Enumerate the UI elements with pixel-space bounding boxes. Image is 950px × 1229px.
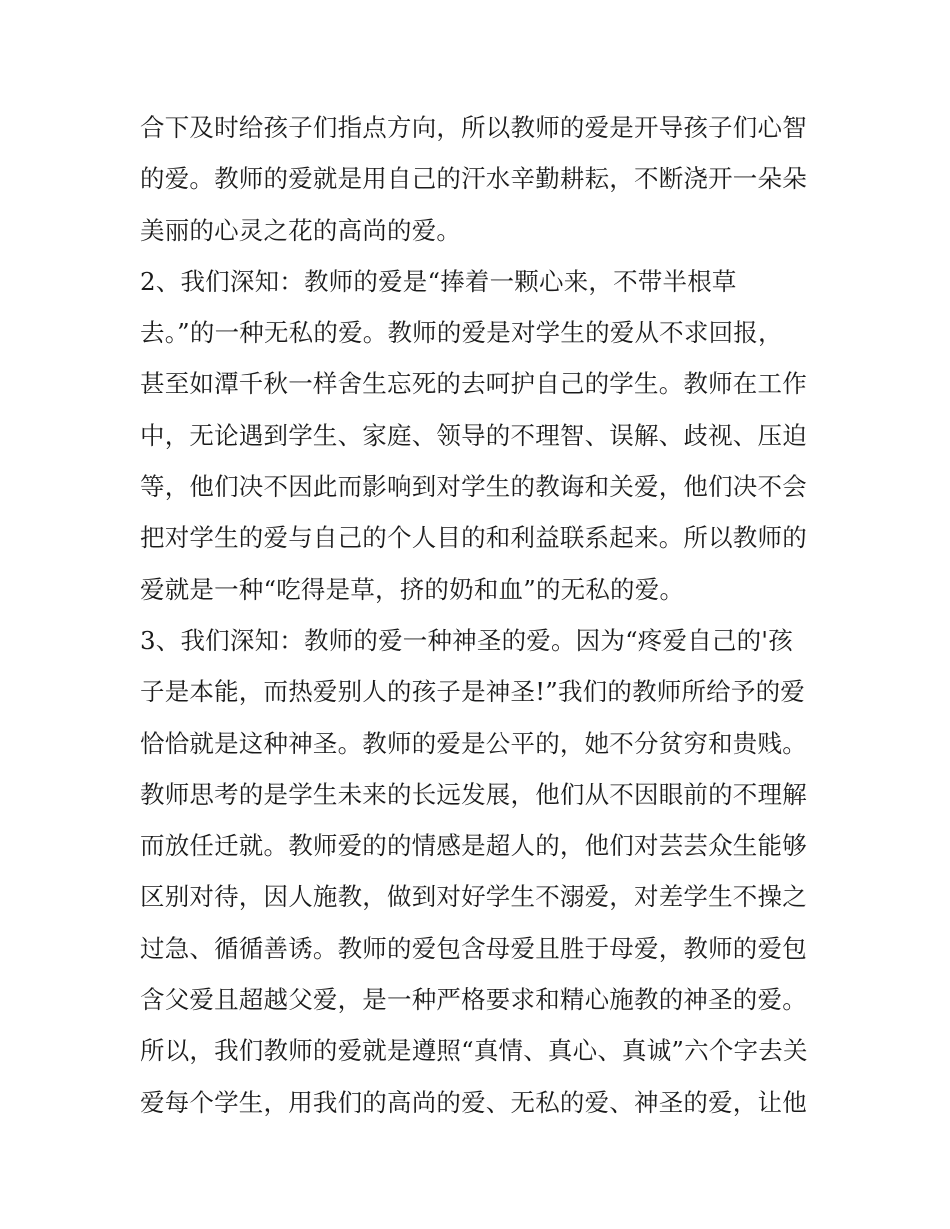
text-line: 甚至如潭千秋一样舍生忘死的去呵护自己的学生。教师在工作 (140, 369, 807, 399)
text-line: 3、我们深知：教师的爱一种神圣的爱。因为“疼爱自己的'孩 (140, 625, 793, 655)
text-line: 爱每个学生，用我们的高尚的爱、无私的爱、神圣的爱，让他 (140, 1087, 807, 1117)
text-line: 爱就是一种“吃得是草，挤的奶和血”的无私的爱。 (140, 574, 685, 604)
text-line: 的爱。教师的爱就是用自己的汗水辛勤耕耘，不断浇开一朵朵 (140, 164, 807, 194)
text-line: 过急、循循善诱。教师的爱包含母爱且胜于母爱，教师的爱包 (140, 933, 807, 963)
text-line: 去。”的一种无私的爱。教师的爱是对学生的爱从不求回报， (140, 318, 783, 348)
text-line: 中，无论遇到学生、家庭、领导的不理智、误解、歧视、压迫 (140, 420, 807, 450)
text-line: 含父爱且超越父爱，是一种严格要求和精心施教的神圣的爱。 (140, 985, 807, 1015)
text-line: 把对学生的爱与自己的个人目的和利益联系起来。所以教师的 (140, 523, 807, 553)
text-line: 而放任迁就。教师爱的的情感是超人的，他们对芸芸众生能够 (140, 831, 807, 861)
text-line: 合下及时给孩子们指点方向，所以教师的爱是开导孩子们心智 (140, 113, 807, 142)
text-line: 教师思考的是学生未来的长远发展，他们从不因眼前的不理解 (140, 779, 807, 809)
text-line: 子是本能，而热爱别人的孩子是神圣!”我们的教师所给予的爱 (140, 677, 805, 707)
text-line: 所以，我们教师的爱就是遵照“真情、真心、真诚”六个字去关 (140, 1036, 808, 1066)
text-line: 2、我们深知：教师的爱是“捧着一颗心来，不带半根草 (140, 266, 737, 296)
text-line: 美丽的心灵之花的高尚的爱。 (140, 215, 462, 245)
document-body (140, 102, 820, 1128)
text-line: 区别对待，因人施教，做到对好学生不溺爱，对差学生不操之 (140, 882, 807, 912)
text-line: 恰恰就是这种神圣。教师的爱是公平的，她不分贫穷和贵贱。 (140, 728, 807, 758)
text-line: 等，他们决不因此而影响到对学生的教诲和关爱，他们决不会 (140, 472, 807, 502)
